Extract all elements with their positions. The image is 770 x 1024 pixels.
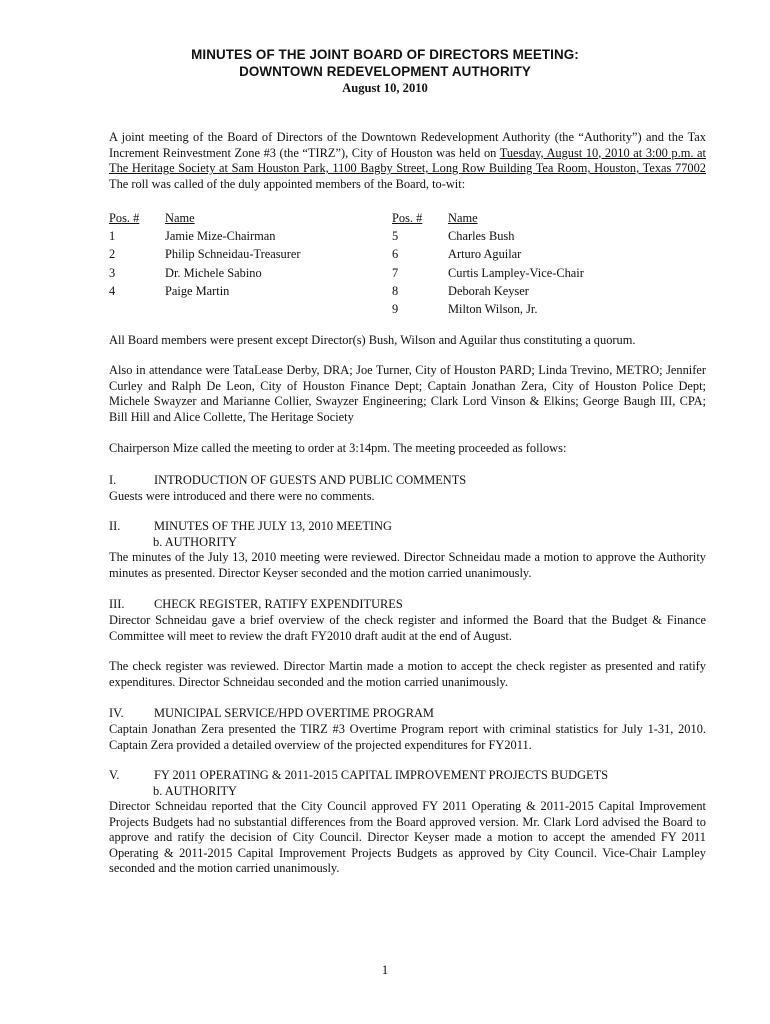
roster-pos: 5	[392, 229, 399, 244]
section-number: V.	[109, 768, 120, 782]
roster-name: Deborah Keyser	[448, 283, 529, 298]
document-title-line-2: DOWNTOWN REDEVELOPMENT AUTHORITY	[239, 64, 531, 79]
section-title: MUNICIPAL SERVICE/HPD OVERTIME PROGRAM	[154, 706, 434, 720]
page-number: 1	[381, 962, 389, 977]
roster-pos: 7	[392, 265, 399, 280]
call-to-order: Chairperson Mize called the meeting to order at 3:14pm. The meeting proceeded as follows:	[109, 441, 567, 455]
section-number: I.	[109, 473, 117, 487]
intro-text-before: A joint meeting of the Board of Directors of the Downtown Redevelopment Authority (the “Authority”) and the Tax Increment Reinvestment Zone #3 (the “TIRZ”), City of Houston was held on	[109, 130, 706, 160]
board-roster	[109, 209, 709, 319]
roster-pos: 2	[109, 247, 116, 262]
name-header: Name	[165, 211, 195, 225]
roster-left-pos-column	[109, 209, 139, 300]
section-body: Guests were introduced and there were no comments.	[109, 489, 375, 503]
section-body: The minutes of the July 13, 2010 meeting were reviewed. Director Schneidau made a motion to approve the Authority minutes as presented. Director Keyser seconded and the motion carried unanimously.	[109, 550, 706, 580]
roster-name: Curtis Lampley-Vice-Chair	[448, 265, 584, 280]
meeting-date: August 10, 2010	[342, 81, 428, 95]
pos-header: Pos. #	[392, 211, 423, 225]
roster-name: Jamie Mize-Chairman	[165, 229, 276, 244]
attendance-paragraph: Also in attendance were TataLease Derby, DRA; Joe Turner, City of Houston PARD; Linda Trevino, METRO; Jennifer Curley and Ralph De Leon, City of Houston Finance Dept; Captain Jonathan Zera, City of Houston Police Dept; Michele Swayzer and Marianne Collier, Swayzer Engineering; Clark Lord Vinson & Elkins; George Baugh III, CPA; Bill Hill and Alice Collette, The Heritage Society	[109, 363, 706, 424]
section-body: Director Schneidau gave a brief overview of the check register and informed the Board that the Budget & Finance Committee will meet to review the draft FY2010 draft audit at the end of August.	[109, 613, 706, 643]
roster-pos: 9	[392, 301, 399, 316]
intro-paragraph	[109, 130, 706, 192]
quorum-statement: All Board members were present except Director(s) Bush, Wilson and Aguilar thus constituting a quorum.	[109, 333, 636, 347]
roster-right-pos-column	[392, 209, 422, 318]
name-header: Name	[448, 211, 478, 225]
roster-pos: 6	[392, 247, 399, 262]
section-heading	[109, 473, 709, 489]
section-number: III.	[109, 597, 125, 611]
roster-pos: 8	[392, 283, 399, 298]
roster-right-name-column	[448, 209, 584, 318]
roster-name: Paige Martin	[165, 283, 230, 298]
section-heading	[109, 706, 709, 722]
section-title: INTRODUCTION OF GUESTS AND PUBLIC COMMENTS	[154, 473, 467, 487]
roster-name: Milton Wilson, Jr.	[448, 301, 538, 316]
section-subheading: b. AUTHORITY	[153, 535, 237, 549]
roster-name: Dr. Michele Sabino	[165, 265, 262, 280]
roster-name: Philip Schneidau-Treasurer	[165, 247, 301, 262]
section-body: Director Schneidau reported that the City Council approved FY 2011 Operating & 2011-2015 Capital Improvement Projects Budgets had no substantial differences from the Board approved version. Mr. Clark Lord advised the Board to approve and ratify the decision of City Council. Director Keyser made a motion to accept the amended FY 2011 Operating & 2011-2015 Capital Improvement Projects Budgets as approved by City Council. Vice-Chair Lampley seconded and the motion carried unanimously.	[109, 799, 706, 876]
roster-left-name-column	[165, 209, 300, 300]
section-subheading: b. AUTHORITY	[153, 784, 237, 798]
roster-name: Arturo Aguilar	[448, 247, 522, 262]
section-title: CHECK REGISTER, RATIFY EXPENDITURES	[154, 597, 403, 611]
roster-pos: 1	[109, 229, 116, 244]
section-number: II.	[109, 519, 121, 533]
section-heading	[109, 519, 709, 535]
section-title: FY 2011 OPERATING & 2011-2015 CAPITAL IMPROVEMENT PROJECTS BUDGETS	[154, 768, 609, 782]
pos-header: Pos. #	[109, 211, 140, 225]
section-heading	[109, 768, 709, 784]
section-body-continued: The check register was reviewed. Director Martin made a motion to accept the check register as presented and ratify expenditures. Director Schneidau seconded and the motion carried unanimously.	[109, 659, 706, 689]
roster-name: Charles Bush	[448, 229, 515, 244]
section-number: IV.	[109, 706, 124, 720]
document-title-line-1: MINUTES OF THE JOINT BOARD OF DIRECTORS MEETING:	[191, 47, 579, 62]
roster-pos: 4	[109, 283, 116, 298]
intro-text-after: The roll was called of the duly appointed members of the Board, to-wit:	[109, 176, 466, 191]
section-heading	[109, 597, 709, 613]
section-title: MINUTES OF THE JULY 13, 2010 MEETING	[154, 519, 392, 533]
meeting-location-underlined: Tuesday, August 10, 2010 at 3:00 p.m. at The Heritage Society at Sam Houston Park, 1100 Bagby Street, Long Row Building Tea Room, Houston, Texas 77002	[109, 145, 706, 176]
section-body: Captain Jonathan Zera presented the TIRZ #3 Overtime Program report with criminal statistics for July 1-31, 2010. Captain Zera provided a detailed overview of the projected expenditures for FY2011.	[109, 722, 706, 752]
roster-pos: 3	[109, 265, 116, 280]
